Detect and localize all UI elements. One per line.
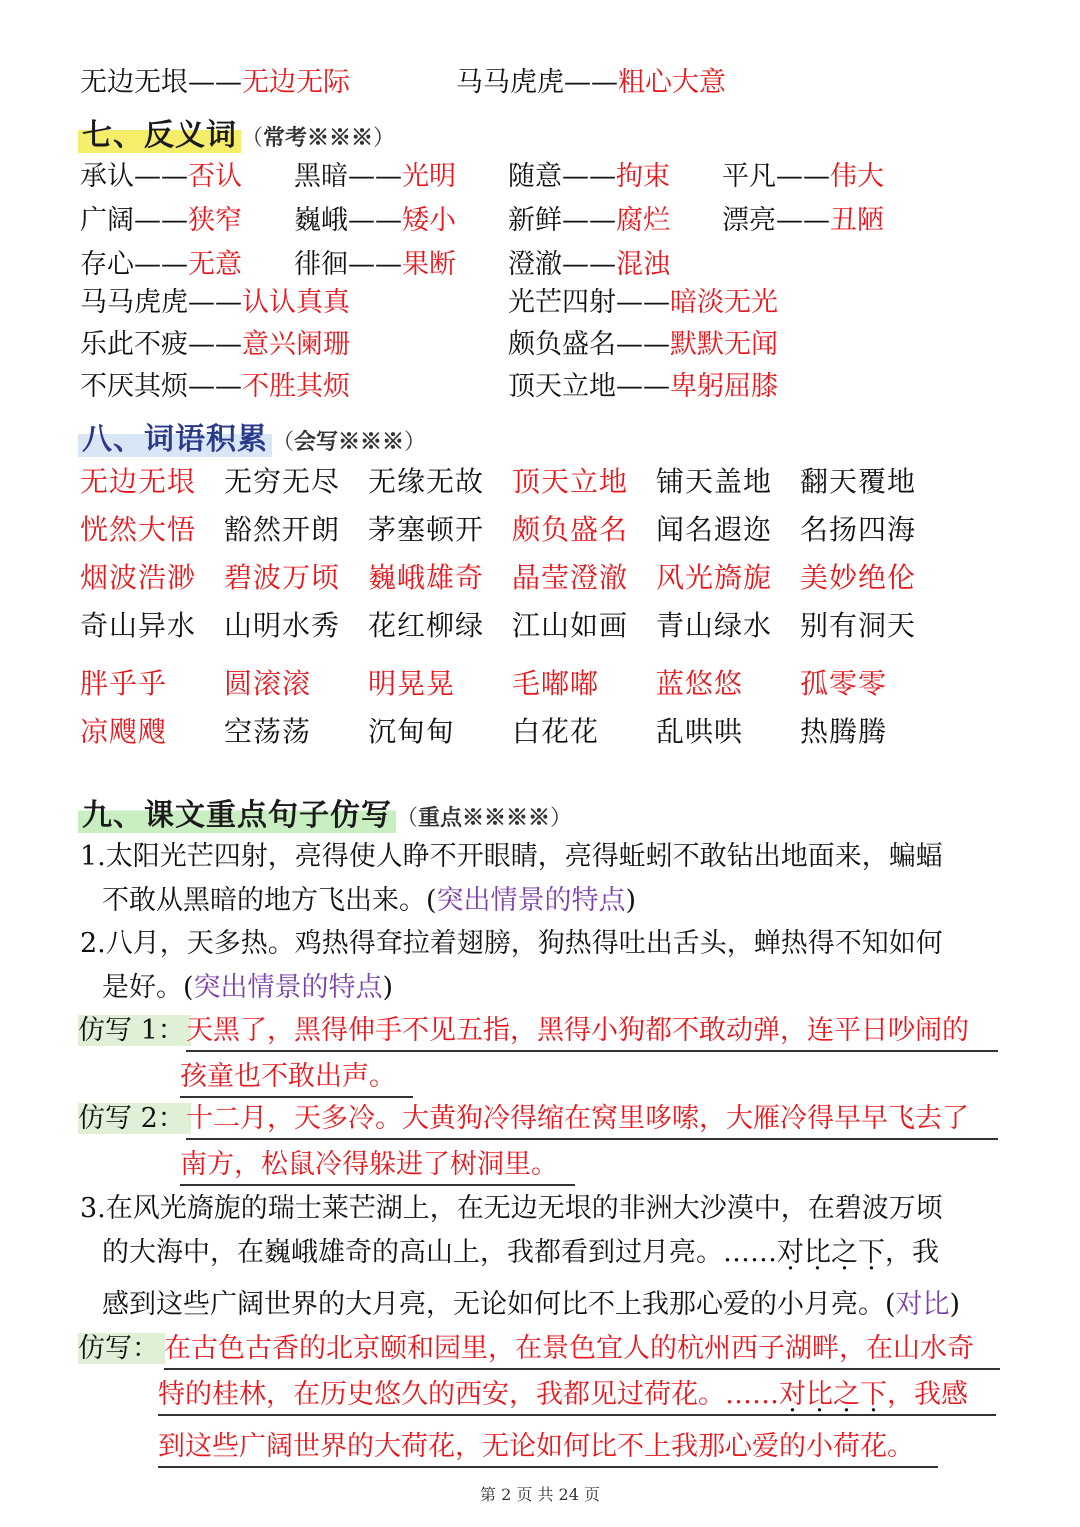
answer: 认认真真	[242, 287, 350, 318]
word: 顶天立地——	[508, 371, 670, 402]
word: 徘徊——	[294, 249, 402, 280]
imitation-2-line-1	[186, 1100, 998, 1140]
sentence-text: ，我	[885, 1237, 939, 1268]
vocab-word: 圆滚滚	[224, 667, 312, 700]
imitation-label: 仿写 1：	[78, 1015, 191, 1046]
imitation-text: 十二月，天多冷。大黄狗冷得缩在窝里哆嗦，大雁冷得早早飞去了	[186, 1103, 969, 1134]
antonym-idiom-pair	[508, 368, 778, 406]
answer: 拘束	[616, 161, 670, 192]
sentence-text: 的大海中，在巍峨雄奇的高山上，我都看到过月亮。……	[102, 1237, 777, 1268]
vocab-word: 无穷无尽	[224, 465, 341, 498]
pair-item	[80, 64, 350, 102]
section-9-heading	[78, 790, 572, 834]
section-title: 七、反义词	[78, 118, 241, 153]
sentence-note: 突出情景的特点	[193, 972, 383, 1003]
sentence-text: 不敢从黑暗的地方飞出来。(	[102, 885, 437, 916]
imitation-3-line-2	[158, 1376, 996, 1416]
vocab-word: 豁然开朗	[224, 513, 341, 546]
imitation-1-label	[78, 1012, 191, 1050]
antonym-pair	[508, 202, 670, 240]
vocab-word: 无边无垠	[80, 465, 197, 498]
vocab-word: 巍峨雄奇	[368, 561, 485, 594]
emphasis-char: 下	[858, 1237, 885, 1268]
emphasis-char: 比	[804, 1237, 831, 1268]
vocab-word: 明晃晃	[368, 667, 456, 700]
antonym-pair	[80, 202, 242, 240]
word: 澄澈——	[508, 249, 616, 280]
imitation-label: 仿写：	[78, 1333, 165, 1364]
antonym-idiom-pair	[508, 284, 778, 322]
sentence-text: 感到这些广阔世界的大月亮，无论如何比不上我那心爱的小月亮。(	[102, 1289, 896, 1320]
answer: 果断	[402, 249, 456, 280]
vocab-word: 晶莹澄澈	[512, 561, 629, 594]
imitation-2-label	[78, 1100, 191, 1138]
antonym-idiom-pair	[80, 326, 350, 364]
paren: （	[241, 126, 264, 151]
paren: （	[396, 806, 419, 831]
answer: 卑躬屈膝	[670, 371, 778, 402]
antonym-pair	[508, 158, 670, 196]
imitation-text: 在古色古香的北京颐和园里，在景色宜人的杭州西子湖畔，在山水奇	[164, 1333, 974, 1364]
vocab-word: 顶天立地	[512, 465, 629, 498]
sentence-2-line-1	[80, 925, 943, 963]
emphasis-char: 下	[860, 1379, 887, 1410]
section-tag: 常考※※※	[263, 125, 374, 151]
section-8-heading	[78, 414, 426, 458]
vocab-word: 乱哄哄	[656, 715, 744, 748]
answer: 伟大	[830, 161, 884, 192]
word: 马马虎虎——	[456, 67, 618, 98]
emphasis-char: 对	[779, 1379, 806, 1410]
imitation-text: 到这些广阔世界的大荷花，无论如何比不上我那心爱的小荷花。	[158, 1431, 914, 1462]
vocab-word: 白花花	[512, 715, 600, 748]
page-footer	[0, 1482, 1080, 1505]
imitation-label: 仿写 2：	[78, 1103, 191, 1134]
vocab-word: 铺天盖地	[656, 465, 773, 498]
vocab-word: 奇山异水	[80, 609, 197, 642]
antonym-pair	[722, 202, 884, 240]
sentence-1-line-2	[102, 882, 636, 920]
answer: 无边无际	[242, 67, 350, 98]
antonym-pair	[80, 246, 242, 284]
paren: ）	[404, 430, 427, 455]
paren: )	[382, 972, 394, 1003]
vocab-word: 胖乎乎	[80, 667, 168, 700]
emphasis-char: 之	[833, 1379, 860, 1410]
antonym-idiom-pair	[508, 326, 778, 364]
word: 存心——	[80, 249, 188, 280]
antonym-idiom-pair	[80, 284, 350, 322]
vocab-word: 花红柳绿	[368, 609, 485, 642]
vocab-word: 恍然大悟	[80, 513, 197, 546]
word: 随意——	[508, 161, 616, 192]
page-number: 第 2 页 共 24 页	[480, 1485, 600, 1504]
antonym-pair	[722, 158, 884, 196]
vocab-word: 空荡荡	[224, 715, 312, 748]
answer: 否认	[188, 161, 242, 192]
vocab-word: 美妙绝伦	[800, 561, 917, 594]
sentence-text: 1.太阳光芒四射，亮得使人睁不开眼睛，亮得蚯蚓不敢钻出地面来，蝙蝠	[80, 841, 943, 872]
vocab-word: 孤零零	[800, 667, 888, 700]
imitation-1-line-1	[186, 1012, 998, 1052]
paren: ）	[373, 126, 396, 151]
sentence-3-line-2	[102, 1234, 939, 1272]
answer: 粗心大意	[618, 67, 726, 98]
vocab-word: 青山绿水	[656, 609, 773, 642]
answer: 暗淡无光	[670, 287, 778, 318]
word: 马马虎虎——	[80, 287, 242, 318]
sentence-text: 2.八月，天多热。鸡热得耷拉着翅膀，狗热得吐出舌头，蝉热得不知如何	[80, 928, 943, 959]
imitation-text: ，我感	[887, 1379, 968, 1410]
antonym-pair	[294, 158, 456, 196]
emphasis-text	[777, 1237, 885, 1268]
answer: 混浊	[616, 249, 670, 280]
vocab-word: 毛嘟嘟	[512, 667, 600, 700]
imitation-3-line-1	[164, 1330, 1000, 1370]
sentence-2-line-2	[102, 969, 393, 1007]
imitation-1-line-2	[180, 1058, 413, 1098]
word: 无边无垠——	[80, 67, 242, 98]
paren: )	[949, 1289, 961, 1320]
vocab-word: 别有洞天	[800, 609, 917, 642]
imitation-text: 特的桂林，在历史悠久的西安，我都见过荷花。……	[158, 1379, 779, 1410]
antonym-pair	[508, 246, 670, 284]
emphasis-char: 比	[806, 1379, 833, 1410]
section-tag: 重点※※※※	[418, 805, 551, 831]
pair-item	[456, 64, 726, 102]
paren: )	[625, 885, 637, 916]
vocab-word: 烟波浩渺	[80, 561, 197, 594]
sentence-3-line-3	[102, 1286, 960, 1324]
section-tag: 会写※※※	[294, 429, 405, 455]
word: 光芒四射——	[508, 287, 670, 318]
sentence-3-line-1	[80, 1190, 943, 1228]
answer: 丑陋	[830, 205, 884, 236]
emphasis-char: 对	[777, 1237, 804, 1268]
word: 漂亮——	[722, 205, 830, 236]
section-title: 九、课文重点句子仿写	[78, 798, 396, 833]
answer: 腐烂	[616, 205, 670, 236]
vocab-word: 蓝悠悠	[656, 667, 744, 700]
vocab-word: 沉甸甸	[368, 715, 456, 748]
antonym-pair	[294, 246, 456, 284]
imitation-3-line-3	[158, 1428, 938, 1468]
vocab-word: 颇负盛名	[512, 513, 629, 546]
word: 平凡——	[722, 161, 830, 192]
word: 黑暗——	[294, 161, 402, 192]
imitation-text: 南方，松鼠冷得躲进了树洞里。	[180, 1149, 558, 1180]
word: 乐此不疲——	[80, 329, 242, 360]
vocab-word: 翻天覆地	[800, 465, 917, 498]
word: 颇负盛名——	[508, 329, 670, 360]
answer: 不胜其烦	[242, 371, 350, 402]
answer: 光明	[402, 161, 456, 192]
vocab-word: 无缘无故	[368, 465, 485, 498]
vocab-word: 江山如画	[512, 609, 629, 642]
answer: 无意	[188, 249, 242, 280]
vocab-word: 碧波万顷	[224, 561, 341, 594]
section-7-heading	[78, 110, 395, 154]
vocab-word: 茅塞顿开	[368, 513, 485, 546]
antonym-idiom-pair	[80, 368, 350, 406]
word: 新鲜——	[508, 205, 616, 236]
imitation-3-label	[78, 1330, 165, 1368]
sentence-note: 突出情景的特点	[436, 885, 626, 916]
vocab-word: 名扬四海	[800, 513, 917, 546]
vocab-word: 热腾腾	[800, 715, 888, 748]
antonym-pair	[294, 202, 456, 240]
answer: 矮小	[402, 205, 456, 236]
sentence-1-line-1	[80, 838, 943, 876]
imitation-text: 孩童也不敢出声。	[180, 1061, 396, 1092]
vocab-word: 凉飕飕	[80, 715, 168, 748]
vocab-word: 山明水秀	[224, 609, 341, 642]
answer: 意兴阑珊	[242, 329, 350, 360]
emphasis-char: 之	[831, 1237, 858, 1268]
word: 不厌其烦——	[80, 371, 242, 402]
vocab-word: 闻名遐迩	[656, 513, 773, 546]
word: 巍峨——	[294, 205, 402, 236]
imitation-2-line-2	[180, 1146, 575, 1186]
antonym-pair	[80, 158, 242, 196]
paren: （	[272, 430, 295, 455]
imitation-text: 天黑了，黑得伸手不见五指，黑得小狗都不敢动弹，连平日吵闹的	[186, 1015, 969, 1046]
emphasis-text	[779, 1379, 887, 1410]
sentence-text: 3.在风光旖旎的瑞士莱芒湖上，在无边无垠的非洲大沙漠中，在碧波万顷	[80, 1193, 943, 1224]
answer: 狭窄	[188, 205, 242, 236]
sentence-note: 对比	[895, 1289, 950, 1320]
paren: ）	[550, 806, 573, 831]
vocab-word: 风光旖旎	[656, 561, 773, 594]
sentence-text: 是好。(	[102, 972, 194, 1003]
answer: 默默无闻	[670, 329, 778, 360]
word: 广阔——	[80, 205, 188, 236]
word: 承认——	[80, 161, 188, 192]
section-title: 八、词语积累	[78, 422, 272, 457]
